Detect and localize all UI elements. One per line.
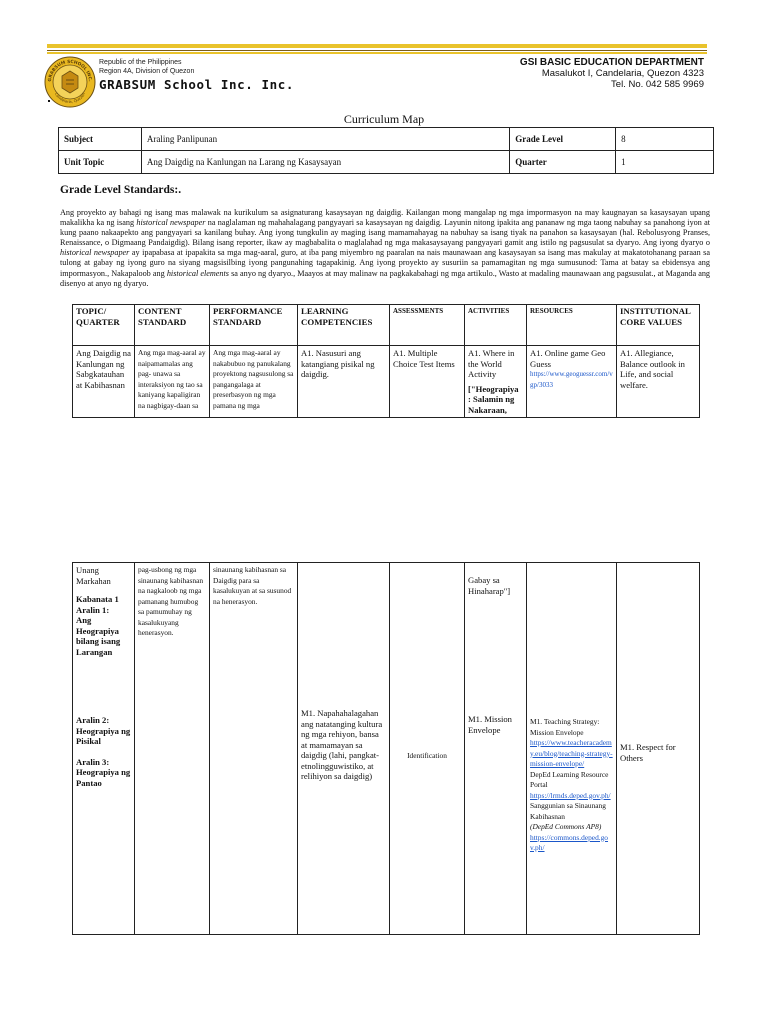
header-values: INSTITUTIONAL CORE VALUES [617,305,700,346]
sanggunian-label: Sanggunian sa Sinaunang Kabihasnan [530,801,606,821]
seal-text-top: GRABSUM SCHOOL INC. [47,59,93,82]
standards-italic-1: historical newspaper [136,218,206,228]
header-learning: LEARNING COMPETENCIES [298,305,390,346]
lrmds-link[interactable]: https://lrmds.deped.gov.ph/ [530,790,611,800]
performance-standard-continued: sinaunang kabihasnan sa Daigdig para sa kasalukuyan at sa susunod na henerasyon. [210,563,298,935]
school-identity [99,58,294,92]
performance-standard-cell: Ang mga mag-aaral ay nakabubuo ng panukalang proyektong nagsusulong sa pangangalaga at preserbasyon ng mga pamana ng mga [210,346,298,418]
resource-m1: M1. Teaching Strategy: Mission Envelope [530,717,600,737]
department-info [520,57,704,90]
header-gold-rule [47,52,707,54]
school-name: GRABSUM School Inc. Inc. [99,77,295,92]
map-row-2 [73,563,700,935]
standards-text-part-4: sa anyo ng dyaryo., Maayos at may malinaw na pagkakabahagi ng mga artikulo., Wasto at madaling maunawaan ang pagsusulat., at Maganda ang disenyo at anyo ng dyaryo. [60,268,711,288]
header-topic: TOPIC/ QUARTER [73,305,135,346]
header-assessments: ASSESSMENTS [390,305,465,346]
seal-text-bottom: Candelaria, Quezon [53,91,87,105]
activity-m1: M1. Mission Envelope [468,714,512,735]
header-dark-rule [47,50,707,51]
assessment-m1-cell [390,563,465,935]
header-activities: ACTIVITIES [465,305,527,346]
curriculum-map-table-page1 [72,304,700,418]
curriculum-map-table-page2 [72,562,700,935]
assessment-m1: Identification [407,751,447,760]
subject-row [59,128,714,151]
subject-info-table [58,127,714,174]
quarter-label: Quarter [510,151,616,174]
aralin3-title: Aralin 3: Heograpiya ng Pantao [76,756,131,788]
topic-cell: Ang Daigdig na Kanlungan ng Sabgkatauhan at Kabihasnan [73,346,135,418]
grade-label: Grade Level [510,128,616,151]
unit-value: Ang Daigdig na Kanlungan na Larang ng Kasaysayan [141,151,509,174]
core-values-m1-cell [617,563,700,935]
header-resources: RESOURCES [527,305,617,346]
page-title: Curriculum Map [343,112,425,126]
standards-italic-2: historical newspaper [60,248,130,258]
grade-level-standards-text [60,208,710,289]
school-seal-icon [44,56,96,108]
content-standard-cell: Ang mga mag-aaral ay naipamamalas ang pag- unawa sa interaksiyon ng tao sa kaniyang kapaligiran na nagbigay-daan sa [135,346,210,418]
geoguessr-link[interactable]: https://www.geoguessr.com/vgp/3033 [530,370,613,389]
assessment-a1: A1. Multiple Choice Test Items [390,346,465,418]
unit-row [59,151,714,174]
kabanata-label: Kabanata 1 Aralin 1: [76,594,119,615]
core-values-m1: M1. Respect for Others [620,742,676,763]
department-name: GSI BASIC EDUCATION DEPARTMENT [519,57,704,68]
grade-value: 8 [616,128,714,151]
activity-a1-title: ["Heograpiya : Salamin ng Nakaraan, [468,383,519,415]
standards-text-part-2: na naglalaman ng mahahalagang pangyayari sa kasaysayan ng daigdig. Layunin nitong ipakita ang pananaw ng mga taong nabuhay sa panahong iyon at kung paano nakaapekto ang pangyayari sa kanilang buhay. Ang iyong tungkulin ay maging isang mamamahayag na nabuhay sa isang tiyak na panahon sa kasaysayan (hal. Rebolusyong Pranses, Renaissance, o Digmaang Pandaigdig). Bilang isang reporter, ikaw ay magbabalita o maglalahad ng mga makasaysayang pangyayari gamit ang istilo ng pagsusulat sa dyaryo. Ang iyong dyaryo o [60,218,711,248]
resource-a1: A1. Online game Geo Guess [530,348,606,369]
activity-a1: A1. Where in the World Activity [468,348,515,379]
header-performance: PERFORMANCE STANDARD [210,305,298,346]
aralin2-title: Aralin 2: Heograpiya ng Pisikal [76,715,131,746]
republic-line: Republic of the Philippines [99,59,182,66]
resource-a1-cell [527,346,617,418]
deped-lr-portal: DepEd Learning Resource Portal [530,769,609,789]
standards-italic-3: historical elements [166,268,229,278]
aralin1-title: Ang Heograpiya bilang isang Larangan [76,615,121,657]
activity-a1-cell [465,346,527,418]
content-standard-continued: pag-usbong ng mga sinaunang kabihasnan na nagkaloob ng mga pamanang humubog sa pamumuhay ng kasalukuyang henerasyon. [135,563,210,935]
subject-value: Araling Panlipunan [141,128,509,151]
core-values-a1: A1. Allegiance, Balance outlook in Life, and social welfare. [617,346,700,418]
grade-level-standards-heading: Grade Level Standards:. [60,184,182,196]
unit-label: Unit Topic [59,151,142,174]
quarter-label-text: Unang Markahan [76,565,111,586]
quarter-topic-cell [73,563,135,935]
resources-m1-cell [527,563,617,935]
learning-competency-a1: A1. Nasusuri ang katangiang pisikal ng daigdig. [298,346,390,418]
map-header-row [73,305,700,346]
school-telephone: Tel. No. 042 585 9969 [611,79,704,90]
region-line: Region 4A, Division of Quezon [99,68,195,75]
activity-continued: Gabay sa Hinaharap"] [468,575,511,596]
learning-competency-m1: M1. Napahahalagahan ang natatanging kultura ng mga rehiyon, bansa at mamamayan sa daigdig (lahi, pangkat-etnolingguwistiko, at relihiyon sa daigdig) [301,708,383,781]
standards-text-part-1: Ang proyekto ay bahagi ng isang mas malawak na kurikulum sa asignaturang kasaysayan ng daigdig. Kailangan mong mangalap ng mga impormasyon na may kaugnayan sa kasaysayan upang makalikha ka ng isang [60,208,710,228]
standards-text-part-3: ay ipapabasa at ipapakita sa mga mag-aaral, guro, at iba pang miyembro ng paaralan na nais maunawaan ang kasaysayan sa isang mas makulay at makatotohanang paraan sa tulong at gabay ng iyong guro na siyang magsisilbing iyong pangunahing tagapakinig. Ang iyong proyekto ay susuriin sa pamamagitan ng mga sumusunod: Tama at batay sa ebidensya ang impormasyon., Nakapaloob ang [60,248,710,278]
teacheracademy-link[interactable]: https://www.teacheracademy.eu/blog/teaching-strategy-mission-envelope/ [530,738,613,768]
activity-continued-cell [465,563,527,935]
subject-label: Subject [59,128,142,151]
deped-commons-link[interactable]: https://commons.deped.gov.ph/ [530,832,609,852]
learning-competency-m1-cell [298,563,390,935]
stray-bullet [48,100,50,102]
map-row-1 [73,346,700,418]
header-content: CONTENT STANDARD [135,305,210,346]
header-gold-bar [47,44,707,48]
school-address: Masalukot I, Candelaria, Quezon 4323 [541,68,704,79]
sanggunian-source: (DepEd Commons AP8) [530,822,602,831]
quarter-value: 1 [616,151,714,174]
